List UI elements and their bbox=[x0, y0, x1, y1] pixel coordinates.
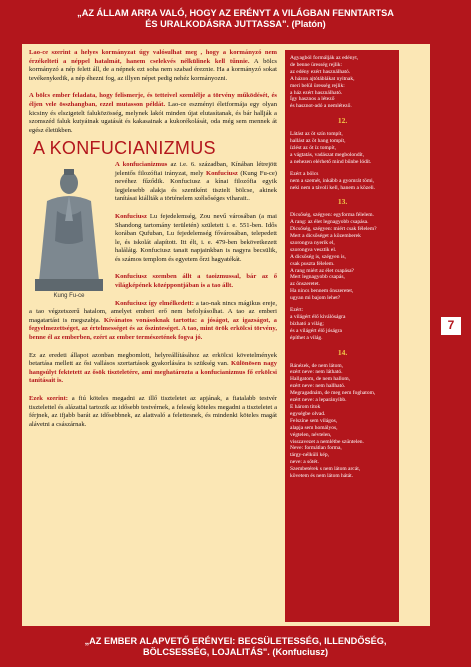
poem-line: Dicsőség, szégyen: egyforma félelem. bbox=[290, 212, 374, 219]
poem-line: Agyagból formálják az edényt, bbox=[290, 55, 359, 61]
poem-line: Ezért: bbox=[290, 307, 304, 314]
reflection-lead: Konfuciusz így elmélkedett: bbox=[115, 299, 194, 307]
poem-line: Ha nincs bennem önszeretet, bbox=[290, 288, 354, 295]
poem-line: szorongva vesztik el. bbox=[290, 246, 337, 253]
poem-line: ezért neve: a leparányibb. bbox=[290, 397, 347, 404]
duties-text: a fiú köteles megadni az illő tiszteletet az apjának, a fiatalabb testvér tisztelettel és alázattal tartozik az idősebb testvérnek, a feleség köteles megadni a tiszteletet a férjnek, az ifjabb barát az idősebbnek, az alattvaló a felettesnek, és mindenki köteles magát alávetni a császárnak. bbox=[29, 395, 277, 428]
konfucianizmus-text-2: (Kung Fu-ce) nevéhez fűződik. Konfuciusz a kínai filozófia egyik legjelesebb alakja és szentként tisztelt bölcse, akinek tanításai kiállták a történelem szélsőséges viharait.. bbox=[115, 169, 277, 203]
poem-number-13: 13. bbox=[337, 197, 348, 207]
konfucianizmus-text-1: az i.e. 6. században, Kínában létrejött jelentős filozófiai irányzat, mely bbox=[115, 160, 277, 177]
poem-line: bízható a világ; bbox=[290, 320, 324, 327]
intro-1-emphasis: Lao-ce szerint a helyes kormányzat úgy valósulhat meg , hogy a kormányzó nem érzékelteti a néppel hatalmát, hanem cselekvés nélkülinek kell tűnnie. bbox=[29, 49, 277, 65]
poem-line: visszavezet a nemlétbe szüntelen. bbox=[290, 438, 364, 445]
header-line-2: ÉS URALKODÁSRA JUTTASSA". (Platón) bbox=[145, 19, 326, 29]
poem-line: ezért neve: nem hallható. bbox=[290, 383, 346, 390]
poem-line: Szembetérek s nem látom arcát, bbox=[290, 466, 361, 473]
poem-line: A házon ajtótáblákat nyitnak, bbox=[290, 75, 355, 82]
header-quote bbox=[0, 0, 471, 40]
biography-name: Konfuciusz bbox=[115, 212, 147, 220]
confucius-statue-image bbox=[29, 161, 109, 301]
poem-line: a világért élő kiválóságra bbox=[290, 314, 346, 320]
konfucianizmus-term: A konfucianizmus bbox=[115, 160, 168, 168]
reflection-emphasis: Kívánatos vonásoknak tartotta: a jóságot, az igazságot, a fegyelmezettséget, az értelmességet és az őszinteséget. A tao, mint örök erkölcsi törvény, benne él az emberben, ezért az ember természetének fogva jó. bbox=[29, 316, 277, 342]
reflection-paragraph bbox=[29, 300, 277, 343]
poem-line: hallást az öt hang tompít, bbox=[290, 138, 346, 145]
ancestors-text: Ez az eredeti állapot azonban megbomlott, helyreállításához az erkölcsi követelmények betartása mellett az ősi vallásos szertartások gyakorlására is szükség van. bbox=[29, 351, 277, 368]
biography-text: Lu fejedelemség, Zou nevű városában (a mai Shandong tartomány területén) született i. e. 551-ben. Idős korában Qufuban, Lu fejedelemség fővárosában, telepedett le, és iskolát alapított. Itt élt, i. e. 479-ben bekövetkezett haláláig. Konfuciusz tanait napjainkban is nagyra becsülik, és számos templom és egyetem őrzi hagyatékát. bbox=[115, 212, 277, 263]
intro-paragraph-1 bbox=[29, 49, 277, 83]
intro-paragraph-2 bbox=[29, 92, 277, 135]
poem-line: Mert legnagyobb csapás, bbox=[290, 274, 345, 281]
poem-line: Dicsőség, szégyen: miért csak félelem? bbox=[290, 226, 377, 233]
taoism-statement: Konfuciusz szemben állt a taoizmussal, bár az ő világképének középpontjában is a tao állt. bbox=[115, 273, 277, 290]
poem-number-12: 12. bbox=[337, 116, 348, 126]
poem-line: A rang miért az élet csapása? bbox=[290, 267, 354, 274]
poem-block-4 bbox=[290, 363, 395, 480]
poem-line: neki nem a távoli kell, hanem a közeli. bbox=[290, 184, 376, 191]
poem-line: és a világért élő jóságra bbox=[290, 327, 342, 334]
poem-block-2 bbox=[290, 131, 395, 166]
page-number-badge: 7 bbox=[440, 316, 462, 336]
statue-illustration bbox=[29, 161, 109, 293]
poem-line: Látást az öt szín tompít, bbox=[290, 131, 343, 138]
duties-lead: Ezek szerint: bbox=[29, 395, 68, 402]
ancestors-emphasis: Különösen nagy hangsúlyt fektetett az ősök tiszteletére, ami meghatározta a konfucianizmus fő erkölcsi tanításait is. bbox=[29, 360, 277, 385]
poem-line: Ezért a bölcs bbox=[290, 170, 319, 177]
poem-line: de benne üresség rejlik: bbox=[290, 61, 343, 68]
intro-1-text: A bölcs kormányzó a nép felett áll, de a népnek ezt soha nem szabad éreznie. Ha a kormányzó sokat tevékenykedik, a nép éhezni fog, az illyen népet pedig nehéz kormányozni. bbox=[29, 57, 277, 82]
reflection-text: a tao-nak nincs mágikus ereje, a tao végzetszerű hatalom, amelyet emberi erő nem befolyásolhat. A tao az emberi magatartást is megszabja. bbox=[29, 299, 277, 324]
intro-2-emphasis: A bölcs ember feladata, hogy felismerje, és tetteivel szemlélje a törvény működését, és éljen vele összhangban, ezzel mutasson példát. bbox=[29, 92, 277, 108]
poem-line: Mert a dicsőséget a közemberek bbox=[290, 233, 361, 240]
footer-line-1: „AZ EMBER ALAPVETŐ ERÉNYEI: BECSÜLETESSÉG, ILLENDŐSÉG, bbox=[84, 636, 387, 646]
main-column bbox=[29, 49, 277, 621]
poem-line: E három titok bbox=[290, 403, 321, 410]
poem-line: egységbe olvad. bbox=[290, 410, 326, 417]
header-line-1: „AZ ÁLLAM ARRA VALÓ, HOGY AZ ERÉNYT A VILÁGBAN FENNTARTSA bbox=[77, 8, 394, 18]
poem-line: szorongva nyerik el, bbox=[290, 239, 335, 246]
poem-line: az önszeretet. bbox=[290, 281, 320, 288]
poem-line: a ház ezért használható. bbox=[290, 89, 343, 96]
poem-line: tárgy-nélküli kép, bbox=[290, 452, 329, 459]
poem-line: a nehezen elérhető mind bűnbe lódít. bbox=[290, 158, 372, 165]
poem-line: ezért neve: nem látható. bbox=[290, 369, 343, 376]
poem-line: ízlést az öt íz tompít, bbox=[290, 144, 336, 151]
poem-line: alapja sem homályos, bbox=[290, 424, 338, 431]
poem-line: a vágtatás, vadászat megbolondít, bbox=[290, 151, 365, 158]
poem-block-3b bbox=[290, 307, 395, 342]
poem-line: és hasznot-adó a nemlétező. bbox=[290, 103, 352, 110]
section-title: A KONFUCIANIZMUS bbox=[33, 138, 216, 159]
poem-line: Felszíne sem világos, bbox=[290, 417, 338, 424]
footer-line-2: BÖLCSESSÉG, LOJALITÁS". (Konfuciusz) bbox=[142, 647, 329, 657]
konfuciusz-name: Konfuciusz bbox=[205, 169, 238, 177]
poem-line: meri belül üresség rejlik: bbox=[290, 82, 345, 89]
statue-caption: Kung Fu-ce bbox=[53, 293, 85, 300]
poem-line: neve: a sötét. bbox=[290, 459, 319, 466]
poem-block-1 bbox=[290, 55, 395, 110]
poem-line: A dicsőség is, szégyen is, bbox=[290, 253, 346, 260]
poem-line: építhet a világ. bbox=[290, 334, 323, 341]
poem-sidebar bbox=[285, 50, 399, 622]
poem-line: Neve: formátlan forma, bbox=[290, 445, 342, 452]
footer-quote bbox=[0, 629, 471, 667]
poem-line: Hallgatom, de nem hallom, bbox=[290, 376, 351, 383]
poem-line: A rang: az élet legnagyobb csapása. bbox=[290, 219, 369, 226]
poem-line: Ránézek, de nem látom, bbox=[290, 362, 343, 369]
poem-line: az edény ezért használható. bbox=[290, 68, 351, 75]
ancestors-paragraph bbox=[29, 352, 277, 386]
intro-2-text: Lao-ce eszményi életformája egy olyan kicsiny és elszigetelt faluközösség, melynek lakói minden újat elutasítanak, és bár hallják a szomszéd faluk kutyáinak ugatását és kakasainak a kukorékolását, oda még sem mennek át egész életükben. bbox=[29, 100, 277, 134]
poem-line: nem a szemét, inkább a gyomrát tömi, bbox=[290, 177, 375, 184]
poem-line: ugyan mi bajom lehet? bbox=[290, 295, 341, 302]
poem-block-2b bbox=[290, 171, 395, 192]
poem-line: végtelen, névtelen, bbox=[290, 431, 332, 438]
poem-line: Így hasznos a létező bbox=[290, 96, 335, 103]
duties-paragraph bbox=[29, 395, 277, 429]
poem-line: követem és nem látom hátát. bbox=[290, 473, 354, 480]
poem-line: csak puszta félelem. bbox=[290, 260, 335, 267]
poem-block-3 bbox=[290, 212, 395, 302]
poem-number-14: 14. bbox=[337, 347, 348, 357]
poem-line: Megragadnám, de meg nem foghatom, bbox=[290, 390, 376, 397]
